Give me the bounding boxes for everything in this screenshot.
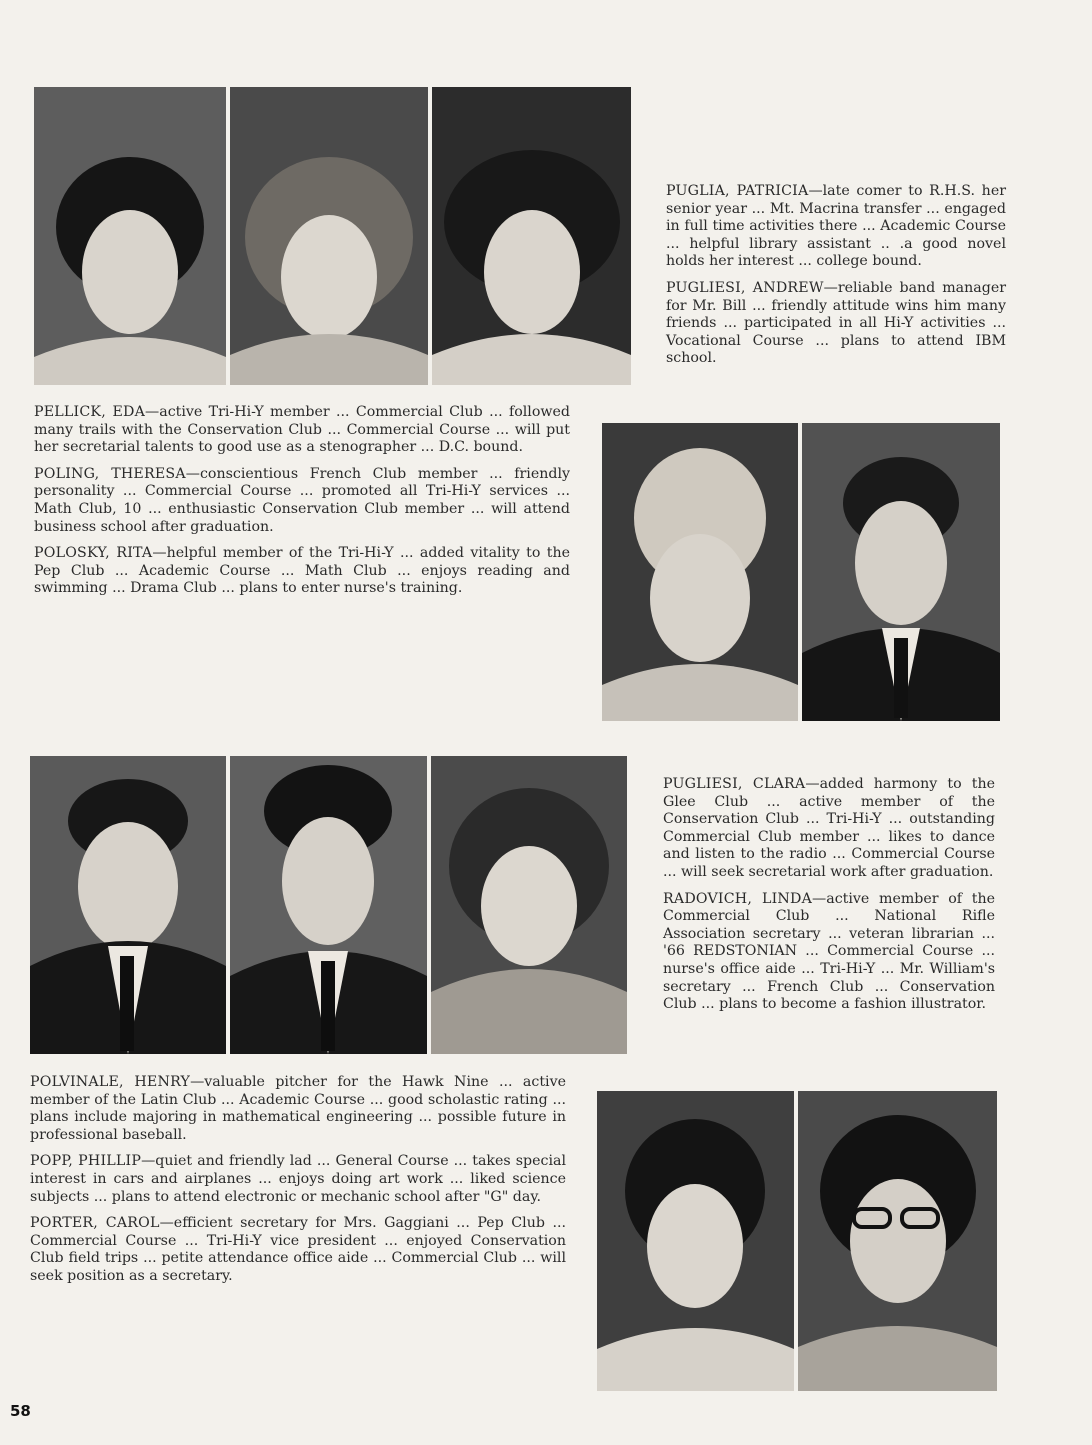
- portrait-photo: [230, 87, 428, 385]
- portrait-photo: [30, 756, 226, 1054]
- bio-entry: [34, 545, 570, 598]
- student-bio: —helpful member of the Tri-Hi-Y ... added vitality to the Pep Club ... Academic Course ... Math Club ... enjoys reading and swimming ... Drama Club ... plans to enter nurse's training.: [34, 545, 570, 597]
- student-name: PUGLIESI, ANDREW: [666, 279, 824, 296]
- student-bio: —active member of the Commercial Club ... National Rifle Association secretary ... veteran librarian ... '66 REDSTONIAN ... Commercial Course ... nurse's office aide ... Tri-Hi-Y ... Mr. William's secretary ... French Club ... Conservation Club ... plans to become a fashion illustrator.: [663, 890, 995, 1013]
- portrait-row-middle-right: [602, 423, 1000, 721]
- student-bio: —late comer to R.H.S. her senior year ... Mt. Macrina transfer ... engaged in full time activities there ... Academic Course ... helpful library assistant .. .a good novel holds her interest ... college bound.: [666, 183, 1006, 270]
- portrait-row-top-left: [34, 87, 631, 385]
- bio-block-top-right: [666, 183, 1006, 377]
- student-name: PUGLIESI, CLARA: [663, 776, 806, 792]
- bio-entry: [666, 280, 1006, 368]
- bio-entry: [663, 776, 995, 882]
- page-number: 58: [10, 1402, 31, 1420]
- student-bio: —active Tri-Hi-Y member ... Commercial Club ... followed many trails with the Conservation Club ... Commercial Course ... will put her secretarial talents to good use as a stenographer ... D.C. bound.: [34, 404, 571, 456]
- portrait-row-bottom-right: [597, 1091, 997, 1391]
- student-bio: —reliable band manager for Mr. Bill ... friendly attitude wins him many friends ... participated in all Hi-Y activities ... Vocational Course ... plans to attend IBM school.: [666, 279, 1006, 367]
- bio-entry: [34, 404, 570, 457]
- portrait-row-middle-left: [30, 756, 627, 1054]
- student-name: PELLICK, EDA: [34, 404, 146, 420]
- portrait-photo: [802, 423, 1000, 721]
- bio-block-bottom-left: [30, 1074, 566, 1295]
- student-bio: —conscientious French Club member ... friendly personality ... Commercial Course ... promoted all Tri-Hi-Y services ... Math Club, 10 ... enthusiastic Conservation Club member ... will attend business school after graduation.: [34, 465, 570, 535]
- portrait-photo: [34, 87, 226, 385]
- portrait-photo: [230, 756, 427, 1054]
- bio-entry: [30, 1215, 566, 1285]
- bio-entry: [34, 466, 570, 536]
- portrait-photo: [602, 423, 798, 721]
- bio-entry: [663, 891, 995, 1014]
- student-bio: —valuable pitcher for the Hawk Nine ... active member of the Latin Club ... Academic Course ... good scholastic rating ... plans include majoring in mathematical engineering ... possible future in professional baseball.: [30, 1074, 566, 1143]
- student-name: POLOSKY, RITA: [34, 545, 153, 562]
- student-bio: —efficient secretary for Mrs. Gaggiani ... Pep Club ... Commercial Course ... Tri-Hi-Y vice president ... enjoyed Conservation Club field trips ... petite attendance office aide ... Commercial Club ... will seek position as a secretary.: [30, 1215, 566, 1284]
- portrait-photo: [431, 756, 627, 1054]
- bio-entry: [30, 1074, 566, 1144]
- portrait-photo: [798, 1091, 997, 1391]
- student-name: PUGLIA, PATRICIA: [666, 183, 809, 199]
- student-name: POPP, PHILLIP: [30, 1153, 142, 1170]
- bio-block-middle-right: [663, 776, 995, 1023]
- student-name: RADOVICH, LINDA: [663, 890, 813, 907]
- student-name: PORTER, CAROL: [30, 1215, 160, 1232]
- student-name: POLING, THERESA: [34, 465, 186, 482]
- student-name: POLVINALE, HENRY: [30, 1074, 191, 1090]
- bio-block-top-left: [34, 404, 570, 607]
- bio-entry: [666, 183, 1006, 271]
- bio-entry: [30, 1153, 566, 1206]
- student-bio: —added harmony to the Glee Club ... active member of the Conservation Club ... Tri-Hi-Y ... outstanding Commercial Club member ... likes to dance and listen to the radio ... Commercial Course ... will seek secretarial work after graduation.: [663, 776, 995, 880]
- portrait-photo: [432, 87, 631, 385]
- student-bio: —quiet and friendly lad ... General Course ... takes special interest in cars and airplanes ... enjoys doing art work ... liked science subjects ... plans to attend electronic or mechanic school after "G" day.: [30, 1153, 567, 1205]
- portrait-photo: [597, 1091, 794, 1391]
